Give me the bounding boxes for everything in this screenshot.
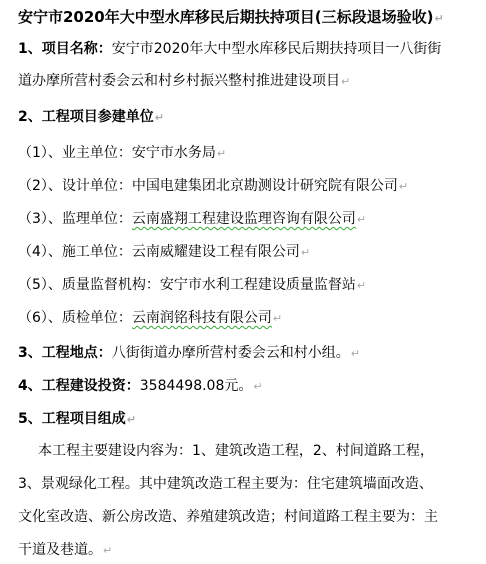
item-num: （5）、 (18, 277, 62, 293)
item-num: （3）、 (18, 211, 62, 227)
section4-label: 4、工程建设投资： (18, 378, 140, 394)
participant-item (18, 208, 366, 230)
section2-heading-text: 2、工程项目参建单位 (18, 109, 154, 125)
item-role: 业主单位： (61, 145, 132, 161)
item-role: 质检单位： (61, 310, 132, 326)
paragraph-mark: ↵ (103, 544, 113, 557)
body-text: 3、景观绿化工程。其中建筑改造工程主要为：住宅建筑墙面改造、 (18, 476, 433, 492)
item-role: 施工单位： (61, 244, 132, 260)
section5-heading (18, 408, 136, 430)
item-role: 质量监督机构： (61, 277, 160, 293)
participant-item (18, 175, 408, 197)
item-name: 安宁市水利工程建设质量监督站 (159, 277, 356, 293)
section1-text-line2: 道办摩所营村委会云和村乡村振兴整村推进建设项目 (18, 73, 340, 89)
paragraph-mark: ↵ (356, 279, 367, 292)
item-role: 监理单位： (61, 211, 132, 227)
paragraph-mark: ↵ (350, 347, 360, 360)
participant-item (18, 241, 310, 263)
section1-label: 1、项目名称： (18, 41, 112, 57)
title-text: 安宁市2020年大中型水库移民后期扶持项目(三标段退场验收) (18, 8, 434, 26)
paragraph-mark: ↵ (216, 147, 227, 160)
item-role: 设计单位： (61, 178, 132, 194)
item-num: （1）、 (18, 145, 62, 161)
section5-body-line (18, 473, 433, 495)
item-num: （4）、 (18, 244, 62, 260)
section1-line1 (18, 38, 441, 60)
participant-item (18, 307, 282, 329)
item-name: 云南润铭科技有限公司 (131, 310, 272, 326)
section5-heading-text: 5、工程项目组成 (18, 411, 126, 427)
participant-item (18, 274, 366, 296)
paragraph-mark: ↵ (253, 380, 263, 393)
document-title (18, 6, 444, 28)
participant-item (18, 142, 226, 164)
section3-text: 八街街道办摩所营村委会云和村小组。 (111, 345, 350, 361)
paragraph-mark: ↵ (300, 246, 311, 259)
paragraph-mark: ↵ (126, 413, 136, 426)
section4-line (18, 375, 263, 397)
item-name: 中国电建集团北京勘测设计研究院有限公司 (131, 178, 398, 194)
item-num: （6）、 (18, 310, 62, 326)
section1-text-line1: 安宁市2020年大中型水库移民后期扶持项目一八街街 (111, 41, 442, 57)
item-name: 安宁市水务局 (131, 145, 216, 161)
paragraph-mark: ↵ (272, 312, 283, 325)
body-text: 文化室改造、新公房改造、养殖建筑改造；村间道路工程主要为：主 (18, 509, 438, 525)
paragraph-mark: ↵ (154, 111, 164, 124)
paragraph-mark: ↵ (434, 12, 444, 25)
item-num: （2）、 (18, 178, 62, 194)
section3-label: 3、工程地点： (18, 345, 112, 361)
item-name: 云南威耀建设工程有限公司 (131, 244, 300, 260)
paragraph-mark: ↵ (341, 75, 351, 88)
item-name: 云南盛翔工程建设监理咨询有限公司 (131, 211, 356, 227)
body-text: 本工程主要建设内容为：1、建筑改造工程，2、村间道路工程， (38, 443, 434, 459)
section5-body-line (18, 506, 438, 528)
section5-body-line (38, 440, 434, 462)
section3-line (18, 342, 360, 364)
section1-line2 (18, 70, 350, 92)
paragraph-mark: ↵ (398, 180, 409, 193)
section4-text: 3584498.08元。 (139, 378, 253, 394)
section2-heading (18, 106, 164, 128)
body-text: 干道及巷道。 (18, 542, 102, 558)
paragraph-mark: ↵ (356, 213, 367, 226)
section5-body-line (18, 539, 112, 561)
